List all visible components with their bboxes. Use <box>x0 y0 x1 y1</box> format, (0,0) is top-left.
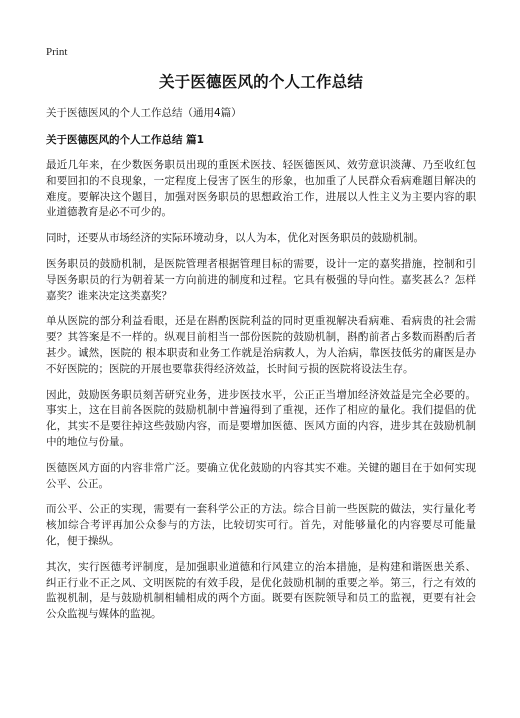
document-subtitle: 关于医德医风的个人工作总结（通用4篇） <box>46 107 242 119</box>
paragraph: 因此，鼓励医务职员刻苦研究业务，进步医技水平，公正正当增加经济效益是完全必要的。事实上，这在目前各医院的鼓励机制中普遍得到了重视，还作了相应的量化。我们提倡的优化，其实不是要往掉这些鼓励内容，而是要增加医德、医风方面的内容，进步其在鼓励机制中的地位与份量。 <box>46 388 476 448</box>
paragraph: 单从医院的部分利益看眼，还是在斟酌医院利益的同时更重视解决看病难、看病贵的社会需要？其答案是不一样的。纵观目前相当一部份医院的鼓励机制，斟酌前者占多数而斟酌后者甚少。诚然，医院的 根本职责和业务工作就是治病救人，为人治病，靠医技低劣的庸医是办不好医院的；医院的开展也要靠获得经济效益，长时间亏损的医院将设法生存。 <box>46 315 476 375</box>
paragraph: 医德医风方面的内容非常广泛。要确立优化鼓励的内容其实不难。关键的题目在于如何实现公平、公正。 <box>46 461 476 490</box>
print-link[interactable]: Print <box>46 46 68 58</box>
page-title: 关于医德医风的个人工作总结 <box>158 73 364 91</box>
paragraph: 最近几年来，在少数医务职员出现的重医术医技、轻医德医风、效劳意识淡薄、乃至收红包和要回扣的不良现象，一定程度上侵害了医生的形象，也加重了人民群众看病难题目解决的难度。要解决这个题目，加强对医务职员的思想政治工作，进展以人性主义为主要内容的职业道德教育是必不可少的。 <box>46 159 476 219</box>
section-heading: 关于医德医风的个人工作总结 篇1 <box>46 134 204 146</box>
paragraph: 医务职员的鼓励机制，是医院管理者根据管理目标的需要，设计一定的嘉奖措施，控制和引导医务职员的行为朝着某一方向前进的制度和过程。它具有极强的导向性。嘉奖甚么？怎样嘉奖？谁来决定这类嘉奖？ <box>46 257 476 302</box>
paragraph: 其次，实行医德考评制度，是加强职业道德和行风建立的治本措施，是构建和谐医患关系、纠正行业不正之风、文明医院的有效手段，是优化鼓励机制的重要之举。第三，行之有效的监视机制，是与鼓励机制相辅相成的两个方面。既要有医院领导和员工的监视，更要有社会公众监视与媒体的监视。 <box>46 560 476 621</box>
paragraph: 同时，还要从市场经济的实际环境动身，以人为本，优化对医务职员的鼓励机制。 <box>46 232 424 245</box>
paragraph: 而公平、公正的实现，需要有一套科学公正的方法。综合目前一些医院的做法，实行量化考核加综合考评再加公众参与的方法，比较切实可行。首先，对能够量化的内容要尽可能量化，便于操纵。 <box>46 503 476 547</box>
